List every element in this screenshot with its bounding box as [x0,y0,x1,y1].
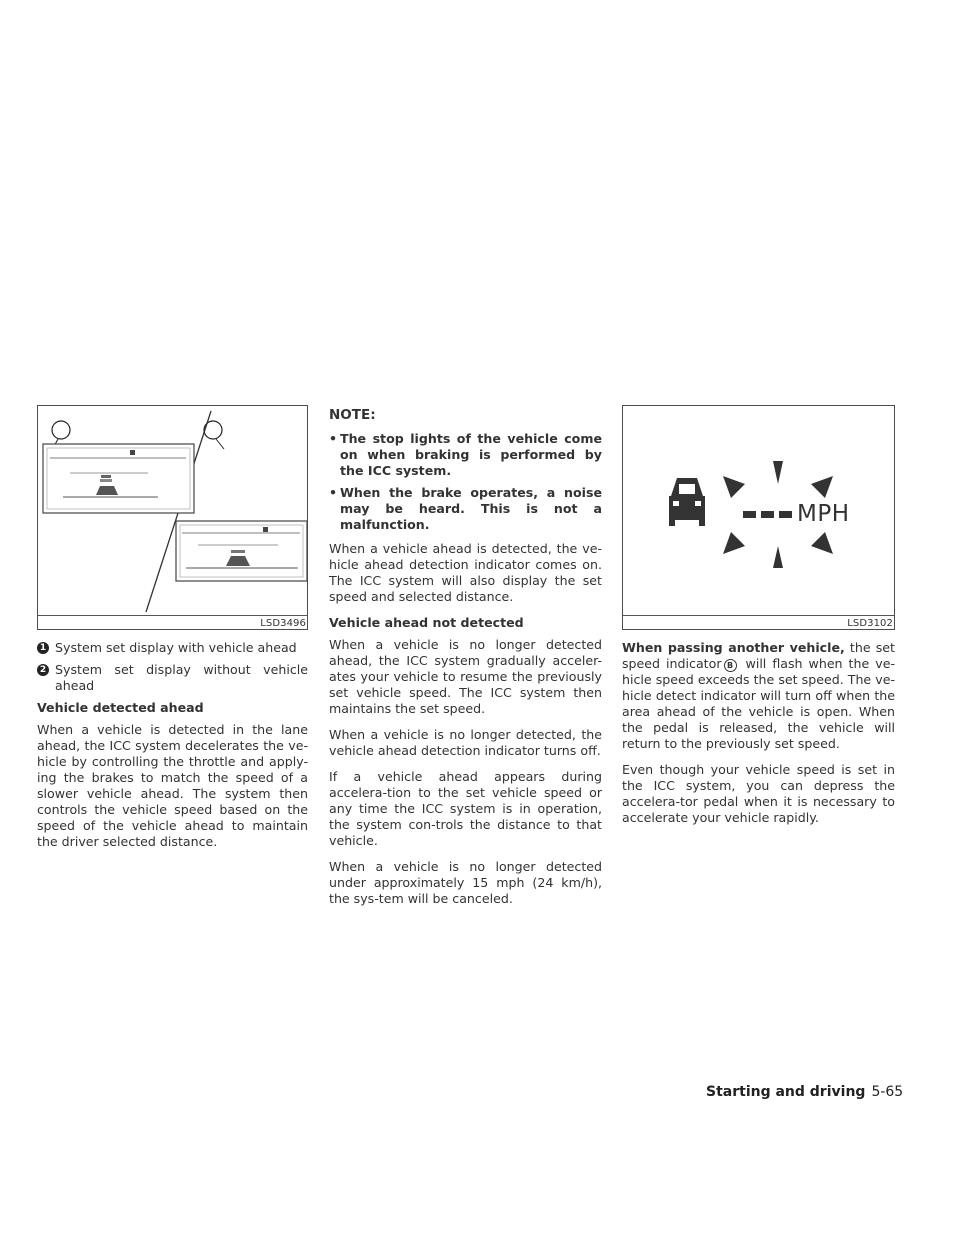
callout-2 [37,662,308,694]
figure-code: LSD3102 [847,618,893,629]
figure-rule [623,615,894,616]
middle-column [329,405,602,917]
lead-text: the set speed indicator [622,640,895,671]
right-column [622,405,895,836]
note-list [329,431,602,533]
figure-set-speed-indicator [622,405,895,630]
body-paragraph: When a vehicle is no longer detected, the vehicle ahead detection indicator turns off. [329,727,602,758]
body-paragraph: Even though your vehicle speed is set in the ICC system, you can depress the accelera-tor pedal when it is necessary to accelerate your vehicle rapidly. [622,762,895,825]
figure-icc-display [37,405,308,630]
page-footer [706,1084,903,1100]
callout-text: System set display with vehicle ahead [55,640,297,655]
page-number: 5-65 [871,1084,904,1100]
callout-number: 1 [37,642,49,654]
body-paragraph: When a vehicle ahead is detected, the ve-hicle ahead detection indicator comes on. The ICC system will also display the set speed and selected distance. [329,541,602,604]
speed-unit: MPH [797,501,850,527]
marker-b-icon: B [724,659,737,672]
section-heading: Vehicle detected ahead [37,700,204,715]
callout-number: 2 [37,664,49,676]
callout-1 [37,640,308,656]
lead-text: will flash when the ve-hicle speed exceeds the set speed. The ve-hicle detect indicator will turn off when the area ahead of the vehicle is open. When the pedal is released, the vehicle will return to the previously set speed. [622,656,895,751]
footer-section: Starting and driving [706,1084,866,1100]
speed-dashes-icon [743,511,792,518]
callout-text: System set display without vehicle ahead [55,662,308,693]
note-title: NOTE: [329,407,376,423]
note-item: • When the brake operates, a noise may be heard. This is not a malfunction. [329,485,602,533]
body-paragraph: When a vehicle is no longer detected ahead, the ICC system gradually acceler-ates your vehicle to resume the previously set vehicle speed. The ICC system then maintains the set speed. [329,637,602,716]
body-paragraph [622,640,895,752]
body-paragraph: When a vehicle is detected in the lane ahead, the ICC system decelerates the ve-hicle by controlling the throttle and apply-ing the brakes to match the speed of a slower vehicle ahead. The system then controls the vehicle speed based on the speed of the vehicle ahead to maintain the driver selected distance. [37,722,308,849]
note-item: • The stop lights of the vehicle come on when braking is performed by the ICC system. [329,431,602,479]
icc-display-illustration [38,406,309,629]
left-column [37,405,308,860]
section-heading: Vehicle ahead not detected [329,615,524,630]
body-paragraph: When a vehicle is no longer detected under approximately 15 mph (24 km/h), the sys-tem will be canceled. [329,859,602,906]
figure-rule [38,615,307,616]
lead-bold: When passing another vehicle, [622,640,845,655]
figure-code: LSD3496 [260,618,306,629]
body-paragraph: If a vehicle ahead appears during accelera-tion to the set vehicle speed or any time the ICC system is in operation, the system con-trols the distance to that vehicle. [329,769,602,848]
vehicle-ahead-icon [669,478,705,526]
set-speed-indicator-illustration [623,406,896,629]
